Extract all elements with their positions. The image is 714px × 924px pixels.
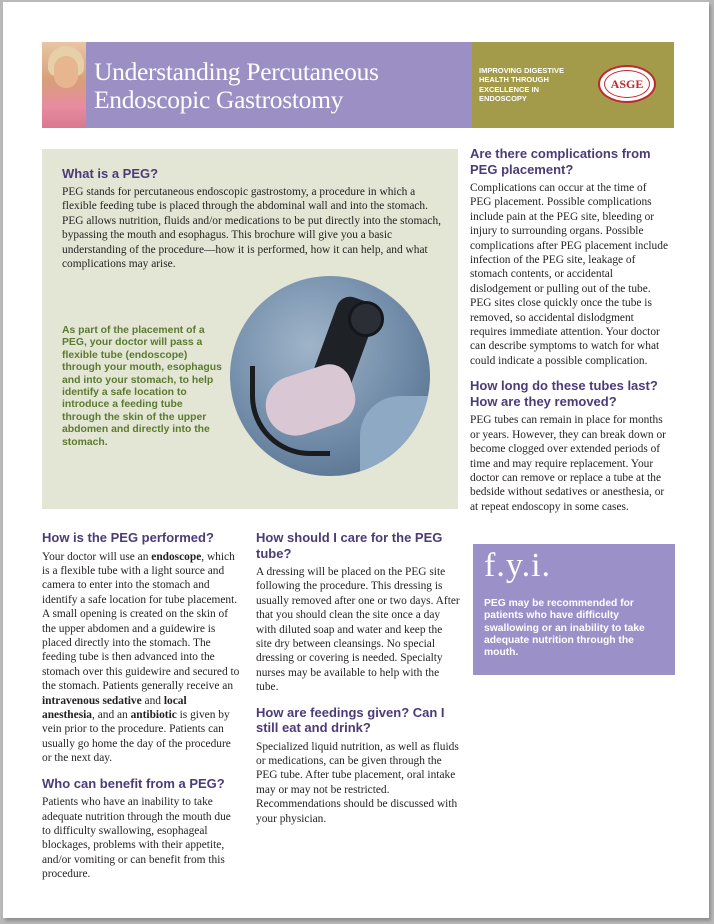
fyi-title: f.y.i. [484, 547, 552, 584]
benefit-text: Patients who have an inability to take adequate nutrition through the mouth due to difficulty swallowing, esophageal blockages, problems with their appetite, and/or vomiting or can benefit from this procedure. [42, 796, 231, 881]
title-line-1: Understanding Percutaneous [94, 57, 379, 86]
asge-logo: ASGE [598, 65, 656, 103]
what-is-peg-text: PEG stands for percutaneous endoscopic gastrostomy, a procedure in which a flexible feeding tube is placed through the abdominal wall and into the stomach. PEG allows nutrition, fluids and/or medications to be put directly into the stomach, bypassing the mouth and esophagus. This brochure will give you a basic understanding of the procedure—how it is performed, how it can help, and what complications may arise. [62, 186, 441, 271]
performed-text: Your doctor will use an endoscope, which is a flexible tube with a light source and camera to enter into the stomach and identify a safe location for tube placement. A small opening is created on the skin of the upper abdomen and a guidewire is placed directly into the stomach. The feeding tube is then advanced into the stomach over this guidewire and secured to the stomach. Patients generally receive an intravenous sedative and local anesthesia, and an antibiotic is given by vein prior to the procedure. Patients can usually go home the day of the procedure or the next day. [42, 550, 240, 765]
title-line-2: Endoscopic Gastrostomy [94, 85, 344, 114]
header-banner [42, 42, 674, 128]
what-is-peg-heading: What is a PEG? [62, 166, 159, 181]
brochure-title [94, 58, 379, 114]
photo-caption: As part of the placement of a PEG, your doctor will pass a flexible tube (endoscope) through your mouth, esophagus and into your stomach, to help identify a safe location to introduce a feeding tube through the skin of the upper abdomen and directly into the stomach. [62, 325, 222, 448]
performed-heading: How is the PEG performed? [42, 530, 214, 545]
left-column [42, 530, 242, 882]
brochure-page [3, 2, 709, 918]
complications-text: Complications can occur at the time of PEG placement. Possible complications include pain at the PEG site, bleeding or injury to surrounding organs. Possible complications after PEG placement include infection of the PEG site, leakage of stomach contents, or accidental dislodgement or pulling out of the tube. PEG sites close quickly once the tube is removed, so accidental dislodgment requires immediate attention. Your doctor can describe symptoms to watch for what could indicate a possible complication. [470, 182, 669, 367]
duration-heading: How long do these tubes last? How are they removed? [470, 378, 658, 409]
complications-heading: Are there complications from PEG placement? [470, 146, 651, 177]
asge-panel [472, 42, 674, 128]
middle-column [256, 530, 460, 826]
fyi-text: PEG may be recommended for patients who have difficulty swallowing or an inability to take adequate nutrition through the mouth. [484, 598, 645, 659]
feedings-text: Specialized liquid nutrition, as well as fluids or medications, can be given through the PEG tube. After tube placement, oral intake may or may not be restricted. Recommendations should be discussed with your physician. [256, 740, 459, 825]
benefit-heading: Who can benefit from a PEG? [42, 775, 225, 791]
what-is-peg-box [42, 149, 458, 509]
care-heading: How should I care for the PEG tube? [256, 530, 443, 561]
feedings-heading: How are feedings given? Can I still eat and drink? [256, 704, 445, 736]
patient-portrait-image [42, 42, 86, 128]
duration-text: PEG tubes can remain in place for months or years. However, they can break down or become clogged over extended periods of time and may require replacement. Your doctor can remove or replace a tube at the bedside without sedatives or anesthesia, or at repeat endoscopy in some cases. [470, 414, 666, 513]
right-column [470, 146, 670, 514]
care-text: A dressing will be placed on the PEG site following the procedure. This dressing is usually removed after one or two days. After that you should clean the site once a day with diluted soap and water and keep the site dry between cleansings. No special dressing or covering is needed. Specialty nurses may be available to help with the tube. [256, 566, 460, 694]
fyi-box [473, 544, 675, 675]
endoscope-photo [230, 276, 430, 476]
asge-tagline: IMPROVING DIGESTIVE HEALTH THROUGH EXCELLENCE IN ENDOSCOPY [479, 66, 565, 104]
